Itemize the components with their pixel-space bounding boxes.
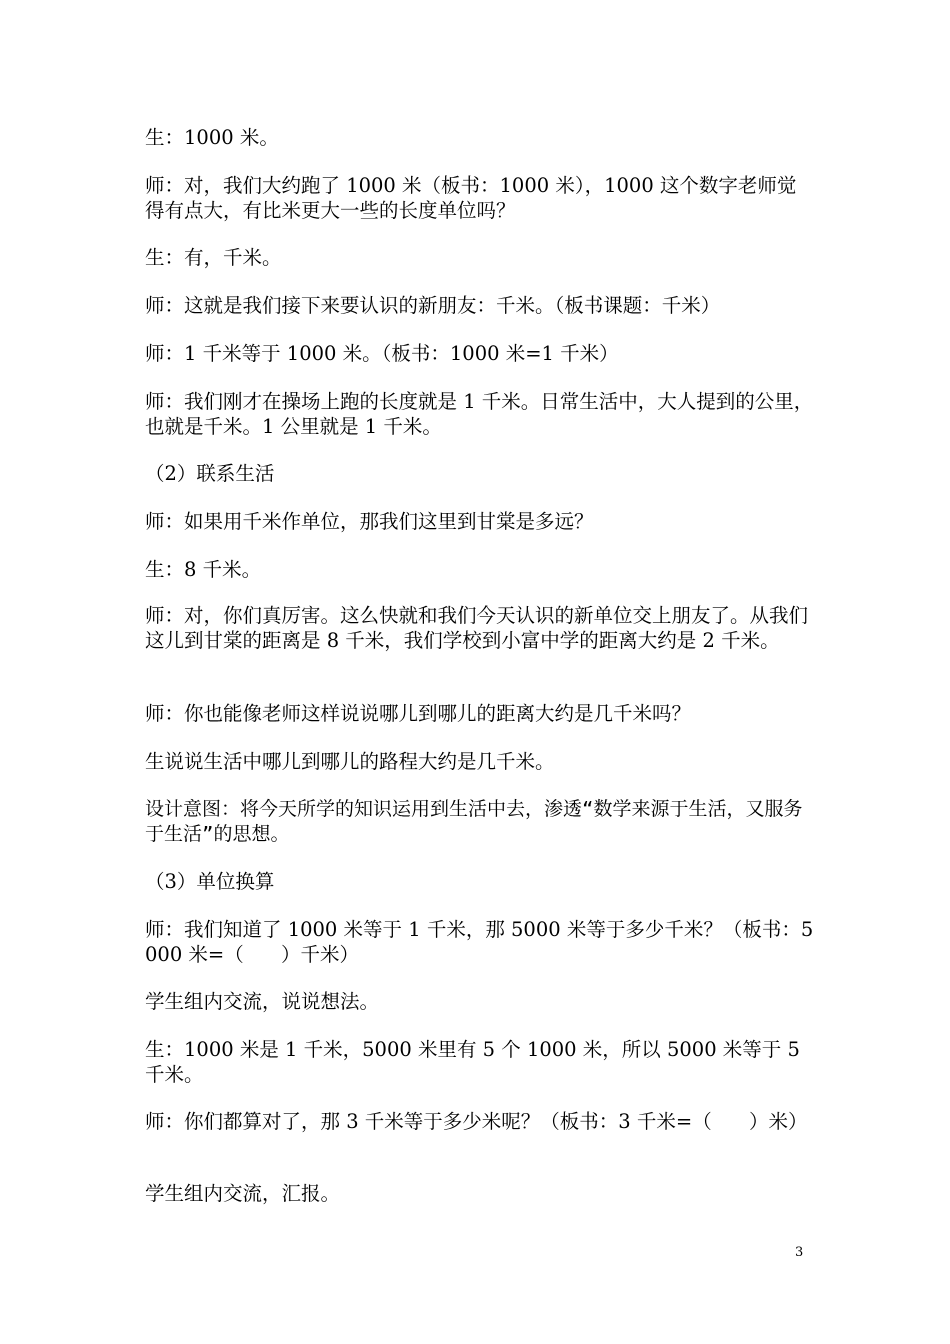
- paragraph: 师：这就是我们接下来要认识的新朋友：千米。（板书课题：千米）: [145, 294, 721, 317]
- paragraph: 师：1 千米等于 1000 米。（板书：1000 米=1 千米）: [145, 342, 619, 365]
- paragraph: 生说说生活中哪儿到哪儿的路程大约是几千米。: [145, 750, 555, 773]
- paragraph: 师：对，你们真厉害。这么快就和我们今天认识的新单位交上朋友了。从我们这儿到甘棠的距离是 8 千米，我们学校到小富中学的距离大约是 2 千米。: [145, 604, 809, 652]
- paragraph: 师：我们知道了 1000 米等于 1 千米，那 5000 米等于多少千米？（板书：5000 米=（ ）千米）: [145, 918, 814, 966]
- paragraph: 生：有，千米。: [145, 246, 282, 269]
- paragraph: 学生组内交流，说说想法。: [145, 990, 380, 1013]
- paragraph: 生：8 千米。: [145, 558, 262, 581]
- paragraph: 生：1000 米是 1 千米，5000 米里有 5 个 1000 米，所以 5000 米等于 5 千米。: [145, 1038, 807, 1086]
- section-heading: （2）联系生活: [145, 462, 275, 485]
- paragraph: 师：你们都算对了，那 3 千米等于多少米呢？（板书：3 千米=（ ）米）: [145, 1110, 808, 1133]
- page-number: 3: [795, 1245, 804, 1260]
- design-intent-note: 设计意图：将今天所学的知识运用到生活中去，渗透“数学来源于生活，又服务于生活”的思想。: [145, 798, 803, 845]
- paragraph: 师：我们刚才在操场上跑的长度就是 1 千米。日常生活中，大人提到的公里，也就是千米。1 公里就是 1 千米。: [145, 390, 814, 438]
- paragraph: 师：你也能像老师这样说说哪儿到哪儿的距离大约是几千米吗？: [145, 702, 692, 725]
- paragraph: 师：对，我们大约跑了 1000 米（板书：1000 米），1000 这个数字老师觉得有点大，有比米更大一些的长度单位吗？: [145, 174, 797, 222]
- section-heading: （3）单位换算: [145, 870, 275, 893]
- paragraph: 学生组内交流，汇报。: [145, 1182, 341, 1205]
- paragraph: 师：如果用千米作单位，那我们这里到甘棠是多远？: [145, 510, 594, 533]
- paragraph: 生：1000 米。: [145, 126, 279, 149]
